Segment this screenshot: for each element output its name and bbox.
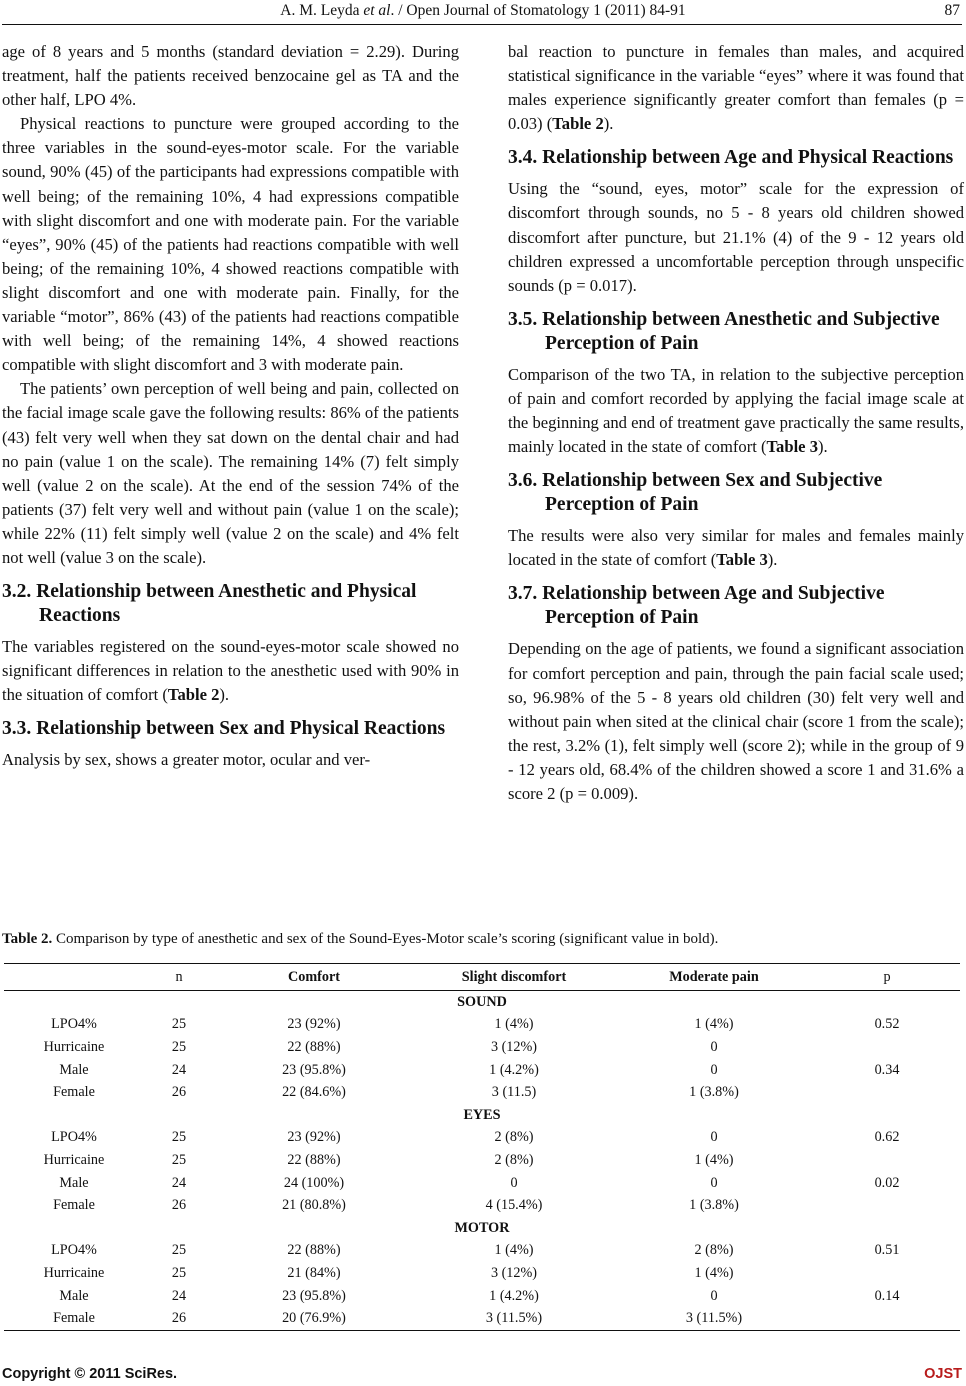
table-cell: 0.62: [874, 1129, 900, 1146]
table-cell: 0: [710, 1038, 718, 1055]
right-column: [508, 40, 964, 806]
table-cell: Male: [59, 1061, 89, 1078]
paragraph-text: ).: [219, 685, 230, 705]
column-header: p: [814, 964, 960, 991]
left-column: [2, 40, 459, 772]
table-cell: 3 (12%): [490, 1264, 538, 1281]
table-row: [4, 1172, 960, 1195]
table-cell: LPO4%: [51, 1242, 97, 1259]
table-row: [4, 1059, 960, 1082]
section-heading-3-4: 3.4. Relationship between Age and Physical Reactions: [508, 147, 954, 169]
table-cell: 25: [171, 1264, 187, 1281]
paragraph: [508, 40, 964, 136]
table-cell: 2 (8%): [494, 1129, 534, 1146]
paragraph: The patients’ own perception of well being and pain, collected on the facial image scale gave the following results: 86% of the patients (43) felt very well when they sat down on the dental chair and had no pain (value 1 on the scale). The remaining 14% (7) felt simply well (value 2 on the scale). At the end of the session 74% of the patients (37) felt very well and without pain (value 1 on the scale); while 22% (11) felt simply well (value 2 on the scale) and 4% felt not well (value 3 on the scale).: [2, 379, 459, 567]
column-header: [4, 964, 144, 991]
table-section-row: [4, 991, 960, 1014]
section-label: EYES: [463, 1106, 501, 1123]
table-cell: 22 (88%): [287, 1038, 341, 1055]
table-cell: 26: [171, 1084, 187, 1101]
table-cell: Female: [4, 1307, 144, 1330]
table-caption-label: Table 2.: [2, 931, 53, 947]
table-header-row: [4, 964, 960, 991]
paragraph: [508, 363, 964, 459]
table-cell: [814, 1149, 960, 1172]
header-journal-citation: . / Open Journal of Stomatology 1 (2011) 84-91: [390, 2, 686, 19]
table-cell: Hurricaine: [43, 1264, 105, 1281]
table-cell: 25: [171, 1151, 187, 1168]
table-cell: Male: [59, 1287, 89, 1304]
page-number: 87: [944, 2, 960, 19]
table-cell: 20 (76.9%): [214, 1307, 414, 1330]
paragraph: [508, 524, 964, 572]
table-cell: 3 (11.5): [491, 1084, 537, 1101]
table-cell: 23 (92%): [287, 1016, 341, 1033]
table-body: [4, 991, 960, 1331]
table-cell: 24: [171, 1061, 187, 1078]
column-header: Comfort: [214, 964, 414, 991]
table-section-row: [4, 1104, 960, 1127]
table-caption: [2, 931, 962, 948]
table-cell: 1 (4.2%): [489, 1061, 539, 1078]
table-cell: 0.51: [874, 1242, 900, 1259]
table-cell: 25: [171, 1242, 187, 1259]
paragraph-text: bal reaction to puncture in females than males, and acquired statistical significance in the variable “eyes” where it was found that males experience significantly greater comfort than females (p = 0.03) (: [508, 42, 964, 134]
paragraph-text: Comparison of the two TA, in relation to the subjective perception of pain and comfort recorded by applying the facial image scale at the beginning and end of treatment gave practically the same results, mainly located in the state of comfort (: [508, 364, 964, 457]
section-heading-3-6: 3.6. Relationship between Sex and Subjective Perception of Pain: [508, 470, 883, 516]
section-heading-3-5: 3.5. Relationship between Anesthetic and Subjective Perception of Pain: [508, 308, 940, 354]
table-cell: 1 (4%): [494, 1016, 534, 1033]
table-cell: 1 (3.8%): [689, 1084, 739, 1101]
table-cell: 3 (12%): [490, 1038, 538, 1055]
table-cell: 21 (80.8%): [282, 1197, 346, 1214]
column-header: Slight discomfort: [414, 964, 614, 991]
table-cell: 0: [710, 1287, 718, 1304]
table-cell: 1 (3.8%): [689, 1197, 739, 1214]
table-cell: 26: [144, 1307, 214, 1330]
table-cell: Female: [53, 1084, 95, 1101]
table-cell: 2 (8%): [694, 1242, 734, 1259]
header-rule: [2, 24, 962, 25]
table-cell: 25: [171, 1129, 187, 1146]
table-cell: 1 (4%): [694, 1016, 734, 1033]
table-cell: 24 (100%): [283, 1174, 345, 1191]
table-cell: 0: [710, 1061, 718, 1078]
table-cell: 24: [171, 1174, 187, 1191]
section-heading-3-2: 3.2. Relationship between Anesthetic and Physical Reactions: [2, 581, 417, 627]
table-cell: Female: [53, 1197, 95, 1214]
table-cell: 22 (88%): [287, 1242, 341, 1259]
table-row: [4, 1194, 960, 1217]
table-cell: Hurricaine: [43, 1038, 105, 1055]
table-cell: 25: [171, 1038, 187, 1055]
table-reference-link[interactable]: Table 3: [766, 437, 818, 457]
table-cell: 0.02: [874, 1174, 900, 1191]
paragraph-text: The results were also very similar for males and females mainly located in the state of comfort (: [508, 526, 964, 570]
table-cell: 2 (8%): [494, 1151, 534, 1168]
section-label: MOTOR: [454, 1219, 510, 1236]
table-cell: 0.14: [874, 1287, 900, 1304]
table-row: [4, 1081, 960, 1104]
table-caption-text: Comparison by type of anesthetic and sex of the Sound-Eyes-Motor scale’s scoring (significant value in bold).: [52, 931, 719, 947]
table-row: [4, 1285, 960, 1308]
table-row: [4, 1262, 960, 1285]
table-cell: 26: [171, 1197, 187, 1214]
table-cell: Male: [59, 1174, 89, 1191]
table-cell: 22 (84.6%): [282, 1084, 346, 1101]
table-row: [4, 1014, 960, 1037]
table-cell: LPO4%: [51, 1016, 97, 1033]
running-header: [0, 2, 966, 24]
header-authors: A. M. Leyda: [280, 2, 364, 19]
table-cell: 3 (11.5%): [614, 1307, 814, 1330]
table-cell: [814, 1194, 960, 1217]
table-cell: 23 (95.8%): [282, 1287, 346, 1304]
running-header-title: [0, 2, 966, 20]
table-cell: 24: [171, 1287, 187, 1304]
paragraph-text: ).: [603, 114, 614, 134]
table-cell: [814, 1081, 960, 1104]
table-cell: [814, 1262, 960, 1285]
table-cell: 23 (95.8%): [282, 1061, 346, 1078]
table-reference-link[interactable]: Table 2: [167, 685, 220, 705]
paragraph-text: The variables registered on the sound-eyes-motor scale showed no significant differences in relation to the anesthetic used with 90% in the situation of comfort (: [2, 637, 459, 705]
section-heading-3-3: 3.3. Relationship between Sex and Physical Reactions: [2, 718, 446, 740]
table-cell: [814, 1307, 960, 1330]
journal-abbrev: OJST: [924, 1366, 962, 1382]
table-reference-link[interactable]: Table 3: [716, 550, 768, 570]
copyright-text: Copyright © 2011 SciRes.: [2, 1366, 178, 1382]
table-reference-link[interactable]: Table 2: [552, 114, 604, 134]
header-etal: et al: [363, 2, 391, 19]
table-cell: 25: [171, 1016, 187, 1033]
table-row: [4, 1127, 960, 1150]
table-cell: 4 (15.4%): [485, 1197, 543, 1214]
paragraph-text: ).: [818, 437, 828, 457]
table-row: [4, 1240, 960, 1263]
paragraph: Analysis by sex, shows a greater motor, ocular and ver-: [2, 750, 371, 770]
paragraph: Depending on the age of patients, we found a significant association for comfort perception and pain, through the pain facial scale used; so, 96.98% of the 5 - 8 years old children (30) felt very well and without pain when sited at the clinical chair (score 1 from the scale); the rest, 3.2% (1), felt simply well (score 2); while in the group of 9 - 12 years old, 68.4% of the children showed a score 1 and 31.6% a score 2 (p = 0.009).: [508, 639, 964, 803]
paragraph: age of 8 years and 5 months (standard deviation = 2.29). During treatment, half the patients received benzocaine gel as TA and the other half, LPO 4%.: [2, 42, 459, 110]
paragraph: [2, 635, 459, 707]
paragraph: Physical reactions to puncture were grouped according to the three variables in the sound-eyes-motor scale. For the variable sound, 90% (45) of the participants had expressions compatible with well being; of the remaining 10%, 4 had expressions compatible with slight discomfort and one with moderate pain. For the variable “eyes”, 90% (45) of the patients had reactions compatible with well being; of the remaining 10%, 4 showed reactions compatible with slight discomfort and one with moderate pain. Finally, for the variable “motor”, 86% (43) of the patients had reactions compatible with well being; of the remaining 14%, 4 showed reactions compatible with slight discomfort and 3 with moderate pain.: [2, 114, 459, 375]
table-section-row: [4, 1217, 960, 1240]
table-cell: 1 (4%): [694, 1151, 734, 1168]
table-cell: 0: [510, 1174, 518, 1191]
table-cell: 1 (4%): [494, 1242, 534, 1259]
table-cell: 0.34: [874, 1061, 900, 1078]
table-cell: 0: [710, 1129, 718, 1146]
table-cell: 1 (4.2%): [489, 1287, 539, 1304]
table-cell: 23 (92%): [287, 1129, 341, 1146]
table-cell: 22 (88%): [287, 1151, 341, 1168]
table-cell: 0.52: [874, 1016, 900, 1033]
paragraph-text: ).: [767, 550, 778, 570]
table-cell: 3 (11.5%): [414, 1307, 614, 1330]
table-cell: Hurricaine: [43, 1151, 105, 1168]
section-heading-3-7: 3.7. Relationship between Age and Subjective Perception of Pain: [508, 583, 885, 629]
table-cell: 0: [710, 1174, 718, 1191]
table-cell: 21 (84%): [287, 1264, 341, 1281]
column-header: n: [144, 964, 214, 991]
table-row: [4, 1036, 960, 1059]
table-cell: 1 (4%): [694, 1264, 734, 1281]
table-row: [4, 1149, 960, 1172]
results-table: [4, 963, 960, 1331]
table-cell: LPO4%: [51, 1129, 97, 1146]
column-header: Moderate pain: [614, 964, 814, 991]
table-row: [4, 1307, 960, 1330]
paragraph: Using the “sound, eyes, motor” scale for the expression of discomfort through sounds, no 5 - 8 years old children showed discomfort after puncture, but 21.1% (4) of the 9 - 12 years old children expressed a uncomfortable perception through unspecific sounds (p = 0.017).: [508, 179, 964, 295]
section-label: SOUND: [457, 993, 507, 1010]
table-cell: [814, 1036, 960, 1059]
